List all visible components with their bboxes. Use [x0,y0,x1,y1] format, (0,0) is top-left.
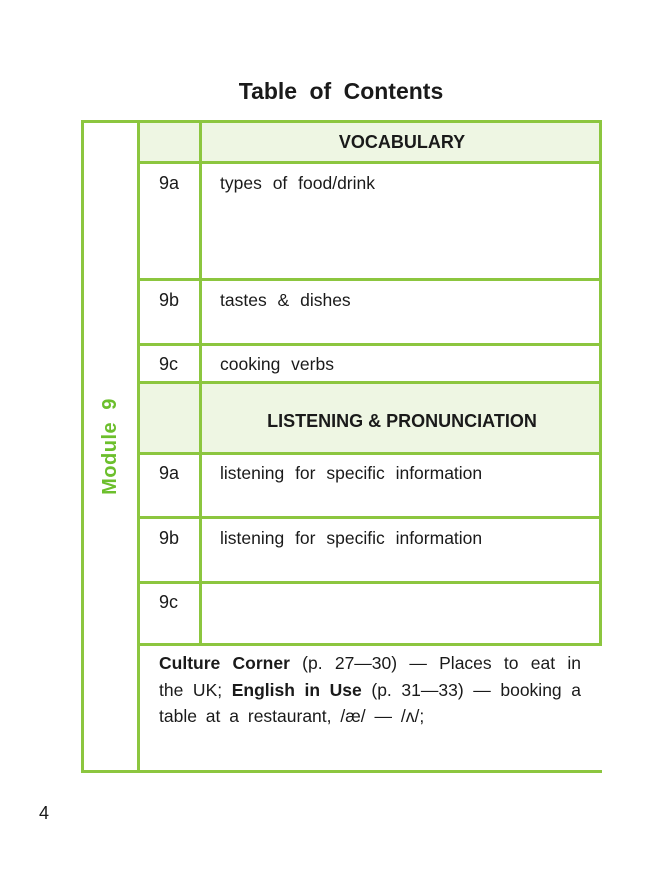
row-divider [139,278,602,281]
row-text: tastes & dishes [220,290,351,310]
culture-corner-text [159,650,581,730]
row-text: cooking verbs [220,354,334,374]
row-code: 9a [159,463,180,483]
contents-table [81,120,602,773]
row-code: 9b [159,528,180,548]
row-divider [139,643,602,646]
module-label-cell [81,120,139,773]
row-code: 9a [159,173,180,193]
row-divider [139,343,602,346]
english-in-use-label: English in Use [231,679,362,700]
row-divider [139,161,602,164]
row-text: listening for specific information [220,463,483,483]
row-divider [139,581,602,584]
row-code: 9c [159,354,179,374]
row-divider [139,452,602,455]
row-text: types of food/drink [220,173,375,193]
vocabulary-heading: VOCABULARY [338,132,466,152]
culture-corner-desc: (p. 27—30) — Places to eat in the UK; [159,653,581,700]
culture-corner-label: Culture Corner [159,653,290,673]
english-in-use-desc: (p. 31—33) — booking a table at a restaurant, /æ/ — /ʌ/; [159,679,581,726]
page-number: 4 [39,803,50,823]
row-divider [139,516,602,519]
row-code: 9c [159,592,179,612]
table-border-bottom [81,770,602,773]
row-code: 9b [159,290,180,310]
table-border-top [81,120,602,123]
page-title: Table of Contents [238,78,444,104]
listening-heading: LISTENING & PRONUNCIATION [267,411,537,431]
module-label: Module 9 [98,398,121,495]
row-text: listening for specific information [220,528,483,548]
row-divider [139,381,602,384]
